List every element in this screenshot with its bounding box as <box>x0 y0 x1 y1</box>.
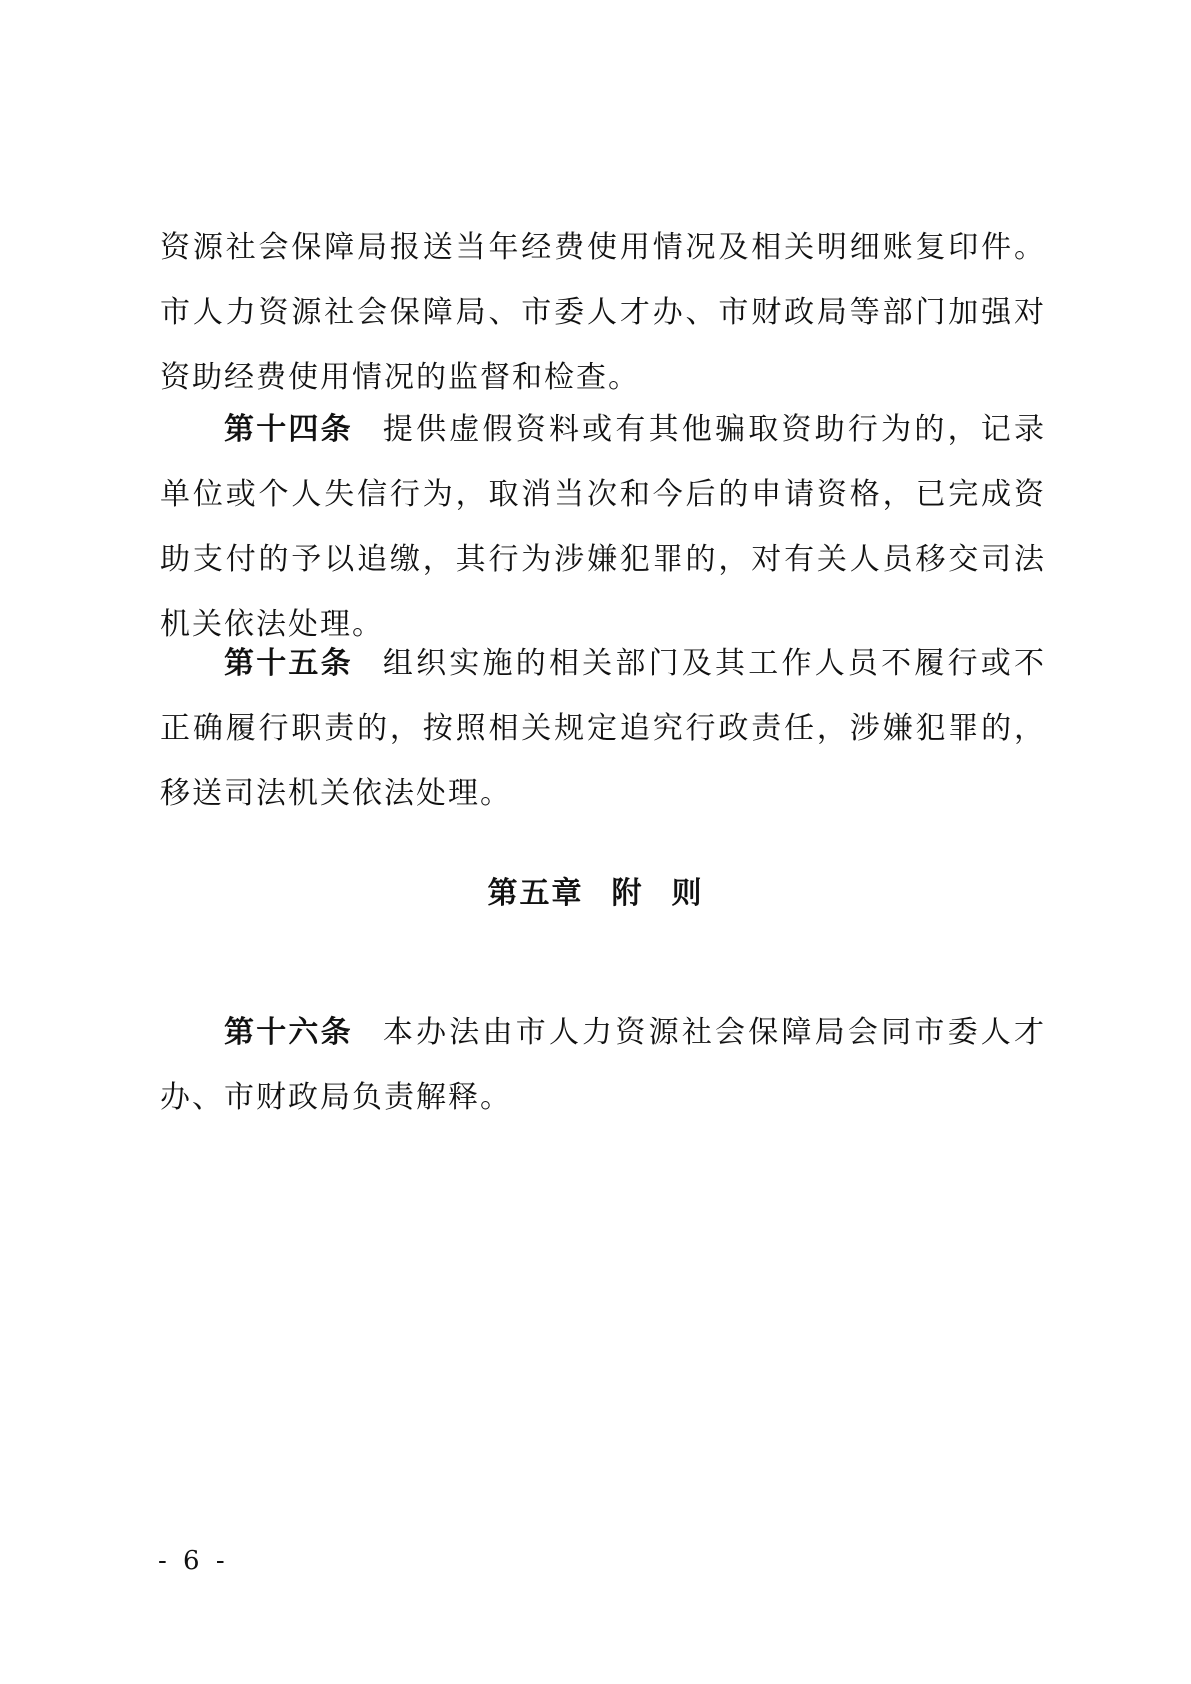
article-14-number: 第十四条 <box>224 412 353 447</box>
article-16-paragraph <box>160 1000 1046 1130</box>
chapter-title-part1: 附 <box>611 876 644 911</box>
chapter-number: 第五章 <box>487 876 584 911</box>
article-15-text: 组织实施的相关部门及其工作人员不履行或不正确履行职责的，按照相关规定追究行政责任，涉嫌犯罪的，移送司法机关依法处理。 <box>160 646 1047 811</box>
chapter-title-part2: 则 <box>671 876 704 911</box>
article-16-text: 本办法由市人力资源社会保障局会同市委人才办、市财政局负责解释。 <box>160 1015 1047 1115</box>
article-15-paragraph <box>160 631 1046 826</box>
article-16-number: 第十六条 <box>224 1015 353 1050</box>
continuation-paragraph: 资源社会保障局报送当年经费使用情况及相关明细账复印件。市人力资源社会保障局、市委人才办、市财政局等部门加强对资助经费使用情况的监督和检查。 <box>160 230 1046 395</box>
article-14-paragraph <box>160 397 1046 657</box>
chapter-heading <box>0 868 1191 912</box>
article-14-text: 提供虚假资料或有其他骗取资助行为的，记录单位或个人失信行为，取消当次和今后的申请资格，已完成资助支付的予以追缴，其行为涉嫌犯罪的，对有关人员移交司法机关依法处理。 <box>160 412 1047 642</box>
article-15-number: 第十五条 <box>224 646 353 681</box>
page-number: - 6 - <box>158 1546 229 1576</box>
